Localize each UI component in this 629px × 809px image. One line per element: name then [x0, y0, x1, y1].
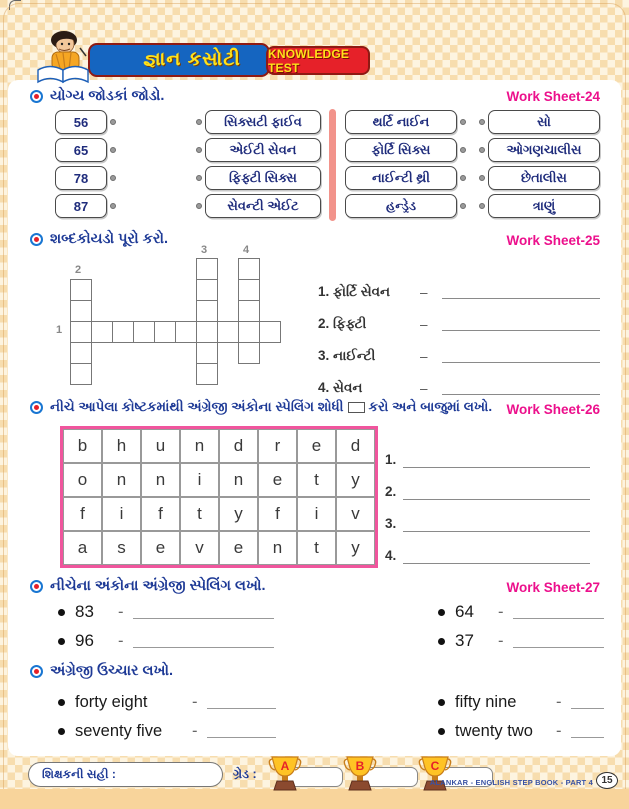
clue-row: 1. ફોર્ટિ સેવન – [318, 276, 600, 308]
crossword-cell [196, 342, 218, 364]
spelling-item: 83 - [58, 601, 274, 623]
gujarati-title-banner [88, 43, 270, 77]
grade-label: ગ્રેડ : [233, 767, 257, 781]
answer-blank-line [403, 486, 590, 500]
match-word-box: સેવન્ટી એઈટ [205, 194, 321, 218]
letter-cell: u [141, 429, 180, 463]
bullet-dot-icon [58, 728, 65, 735]
wordsearch-answers [385, 436, 590, 564]
match-number-box: 87 [55, 194, 107, 218]
match-word-box: હન્ડ્રેડ [345, 194, 457, 218]
crossword-cell [112, 321, 134, 343]
connector-dot-icon [196, 147, 202, 153]
spelling-item: 96 - [58, 630, 274, 652]
letter-cell: f [258, 497, 297, 531]
letter-cell: d [219, 429, 258, 463]
bullet-dot-icon [58, 609, 65, 616]
match-word-box: સિક્સટી ફાઈવ [205, 110, 321, 134]
connector-dot-icon [196, 175, 202, 181]
connector-dot-icon [110, 203, 116, 209]
letter-cell: v [336, 497, 375, 531]
connector-dot-icon [460, 203, 466, 209]
crossword-cell [70, 342, 92, 364]
connector-dot-icon [479, 203, 485, 209]
crossword-cell [259, 321, 281, 343]
letter-cell: e [297, 429, 336, 463]
letter-grid [60, 426, 378, 568]
svg-text:C: C [430, 759, 440, 773]
pronunciation-section-heading [30, 663, 173, 679]
answer-blank-line [207, 696, 277, 709]
crossword-cell [238, 258, 260, 280]
clue-dash: – [420, 316, 428, 332]
match-spelling-column-2 [345, 110, 457, 222]
match-number-column [55, 110, 107, 222]
section-bullet-icon [30, 580, 43, 593]
answer-row: 1. [385, 436, 590, 468]
letter-cell: n [258, 531, 297, 565]
crossword-label-4: 4 [243, 244, 250, 256]
connector-dot-icon [110, 175, 116, 181]
letter-cell: e [141, 531, 180, 565]
answer-row: 3. [385, 500, 590, 532]
letter-cell: o [63, 463, 102, 497]
letter-cell: f [63, 497, 102, 531]
match-word-box: ઓગણચાલીસ [488, 138, 600, 162]
letter-cell: n [219, 463, 258, 497]
letter-cell: h [102, 429, 141, 463]
letter-cell: n [180, 429, 219, 463]
page-number: 15 [596, 772, 618, 789]
bullet-dot-icon [58, 638, 65, 645]
connector-dot-icon [479, 147, 485, 153]
crossword-cell [217, 321, 239, 343]
match-word-box: ફિફ્ટી સિક્સ [205, 166, 321, 190]
answer-blank-line [403, 518, 590, 532]
answer-blank-line [133, 606, 275, 619]
trophy-b-icon [343, 755, 377, 792]
crossword-label-1: 1 [56, 324, 63, 336]
letter-cell: d [336, 429, 375, 463]
answer-blank-line [442, 286, 600, 299]
pronunciation-heading-text: અંગ્રેજી ઉચ્ચાર લખો. [50, 663, 174, 679]
answer-blank-line [513, 606, 605, 619]
spelling-heading-text: નીચેના અંકોના અંગ્રેજી સ્પેલિંગ લખો. [50, 578, 266, 594]
clue-dash: – [420, 284, 428, 300]
connector-dot-icon [460, 147, 466, 153]
match-word-box: થર્ટિ નાઈન [345, 110, 457, 134]
clue-dash: – [420, 380, 428, 396]
worksheet-27-label: Work Sheet-27 [506, 580, 600, 595]
pronunciation-item: fifty nine - [438, 691, 604, 713]
letter-cell: y [336, 463, 375, 497]
teacher-signature-field [28, 762, 223, 787]
bullet-dot-icon [438, 728, 445, 735]
crossword-cell [196, 363, 218, 385]
letter-cell: y [336, 531, 375, 565]
bottom-strip [0, 789, 629, 809]
letter-cell: s [102, 531, 141, 565]
trophy-a-icon [268, 755, 302, 792]
crossword-label-3: 3 [201, 244, 208, 256]
crossword-cell [238, 300, 260, 322]
letter-cell: f [141, 497, 180, 531]
spelling-section-heading [30, 578, 266, 594]
connector-dot-icon [196, 119, 202, 125]
letter-cell: v [180, 531, 219, 565]
crossword-cell [238, 321, 260, 343]
answer-blank-line [133, 635, 275, 648]
match-section-heading [30, 88, 164, 104]
clue-row: 4. સેવન – [318, 372, 600, 404]
section-bullet-icon [30, 90, 43, 103]
grade-a-trophy [268, 755, 346, 792]
match-spelling-column-1 [205, 110, 321, 222]
answer-blank-line [513, 635, 605, 648]
letter-cell: t [297, 463, 336, 497]
answer-blank-line [571, 725, 605, 738]
crossword-cell [196, 300, 218, 322]
match-word-box: સો [488, 110, 600, 134]
answer-blank-line [207, 725, 277, 738]
letter-cell: n [141, 463, 180, 497]
grade-b-trophy [343, 755, 421, 792]
crossword-cell [196, 279, 218, 301]
crossword-cell [133, 321, 155, 343]
spelling-item: 64 - [438, 601, 604, 623]
pronunciation-item: forty eight - [58, 691, 276, 713]
connector-dot-icon [479, 119, 485, 125]
match-number-box: 65 [55, 138, 107, 162]
crossword-cell [70, 321, 92, 343]
english-title-banner [266, 46, 370, 75]
answer-blank-line [403, 550, 590, 564]
pronunciation-item: twenty two - [438, 720, 604, 742]
answer-blank-line [571, 696, 605, 709]
crossword-cell [70, 279, 92, 301]
connector-dot-icon [110, 147, 116, 153]
letter-cell: i [297, 497, 336, 531]
letter-cell: t [180, 497, 219, 531]
letter-cell: t [297, 531, 336, 565]
match-word-box: ત્રાણું [488, 194, 600, 218]
match-gujarati-column [488, 110, 600, 222]
crossword-label-2: 2 [75, 264, 82, 276]
letter-cell: i [102, 497, 141, 531]
letter-cell: e [258, 463, 297, 497]
inline-checkbox-icon [348, 402, 365, 413]
crossword-cell [238, 342, 260, 364]
letter-cell: a [63, 531, 102, 565]
section-bullet-icon [30, 233, 43, 246]
clue-row: 2. ફિફ્ટી – [318, 308, 600, 340]
answer-blank-line [442, 318, 600, 331]
svg-text:B: B [355, 759, 365, 773]
answer-row: 4. [385, 532, 590, 564]
crossword-cell [70, 363, 92, 385]
bullet-dot-icon [438, 638, 445, 645]
match-heading-text: યોગ્ય જોડકાં જોડો. [50, 88, 165, 104]
worksheet-24-label: Work Sheet-24 [506, 89, 600, 104]
section-bullet-icon [30, 401, 43, 414]
crossword-heading-text: શબ્દકોયડો પૂરો કરો. [50, 231, 169, 247]
letter-cell: y [219, 497, 258, 531]
match-number-box: 78 [55, 166, 107, 190]
match-word-box: છેતાલીસ [488, 166, 600, 190]
match-word-box: ફોર્ટિ સિક્સ [345, 138, 457, 162]
letter-cell: i [180, 463, 219, 497]
crossword-cell [70, 300, 92, 322]
wordsearch-heading-text: નીચે આપેલા કોષ્ટકમાંથી અંગ્રેજી અંકોના સ્પેલિંગ શોધી કરો અને બાજુમાં લખો. [50, 399, 493, 414]
connector-dot-icon [460, 119, 466, 125]
answer-row: 2. [385, 468, 590, 500]
connector-dot-icon [479, 175, 485, 181]
wordsearch-section-heading [30, 399, 492, 415]
answer-blank-line [442, 350, 600, 363]
connector-dot-icon [110, 119, 116, 125]
worksheet-25-label: Work Sheet-25 [506, 233, 600, 248]
section-bullet-icon [30, 665, 43, 678]
mascot-boy-reading-icon [30, 28, 110, 86]
crossword-cell [175, 321, 197, 343]
connector-dot-icon [196, 203, 202, 209]
signature-label: શિક્ષકની સહી : [42, 767, 116, 781]
answer-blank-line [403, 454, 590, 468]
crossword-grid [56, 244, 282, 386]
match-word-box: એઈટી સેવન [205, 138, 321, 162]
gujarati-title: જ્ઞાન કસોટી [143, 49, 241, 70]
book-title: ALANKAR - ENGLISH STEP BOOK - PART 4 [429, 778, 593, 787]
bullet-dot-icon [438, 699, 445, 706]
svg-text:A: A [280, 759, 290, 773]
english-title: KNOWLEDGE TEST [268, 46, 350, 75]
match-number-box: 56 [55, 110, 107, 134]
crossword-section-heading [30, 231, 168, 247]
crossword-cell [196, 321, 218, 343]
connector-dot-icon [460, 175, 466, 181]
letter-cell: e [219, 531, 258, 565]
corner-mark [9, 0, 21, 10]
worksheet-26-label: Work Sheet-26 [506, 402, 600, 417]
crossword-cell [238, 279, 260, 301]
spelling-item: 37 - [438, 630, 604, 652]
match-group-divider [329, 109, 336, 221]
crossword-cell [154, 321, 176, 343]
crossword-cell [196, 258, 218, 280]
clue-row: 3. નાઈન્ટી – [318, 340, 600, 372]
crossword-cell [91, 321, 113, 343]
letter-cell: b [63, 429, 102, 463]
pronunciation-item: seventy five - [58, 720, 276, 742]
answer-blank-line [442, 382, 600, 395]
letter-cell: r [258, 429, 297, 463]
bullet-dot-icon [438, 609, 445, 616]
match-word-box: નાઈન્ટી થ્રી [345, 166, 457, 190]
bullet-dot-icon [58, 699, 65, 706]
letter-cell: n [102, 463, 141, 497]
crossword-clues [318, 276, 600, 404]
clue-dash: – [420, 348, 428, 364]
